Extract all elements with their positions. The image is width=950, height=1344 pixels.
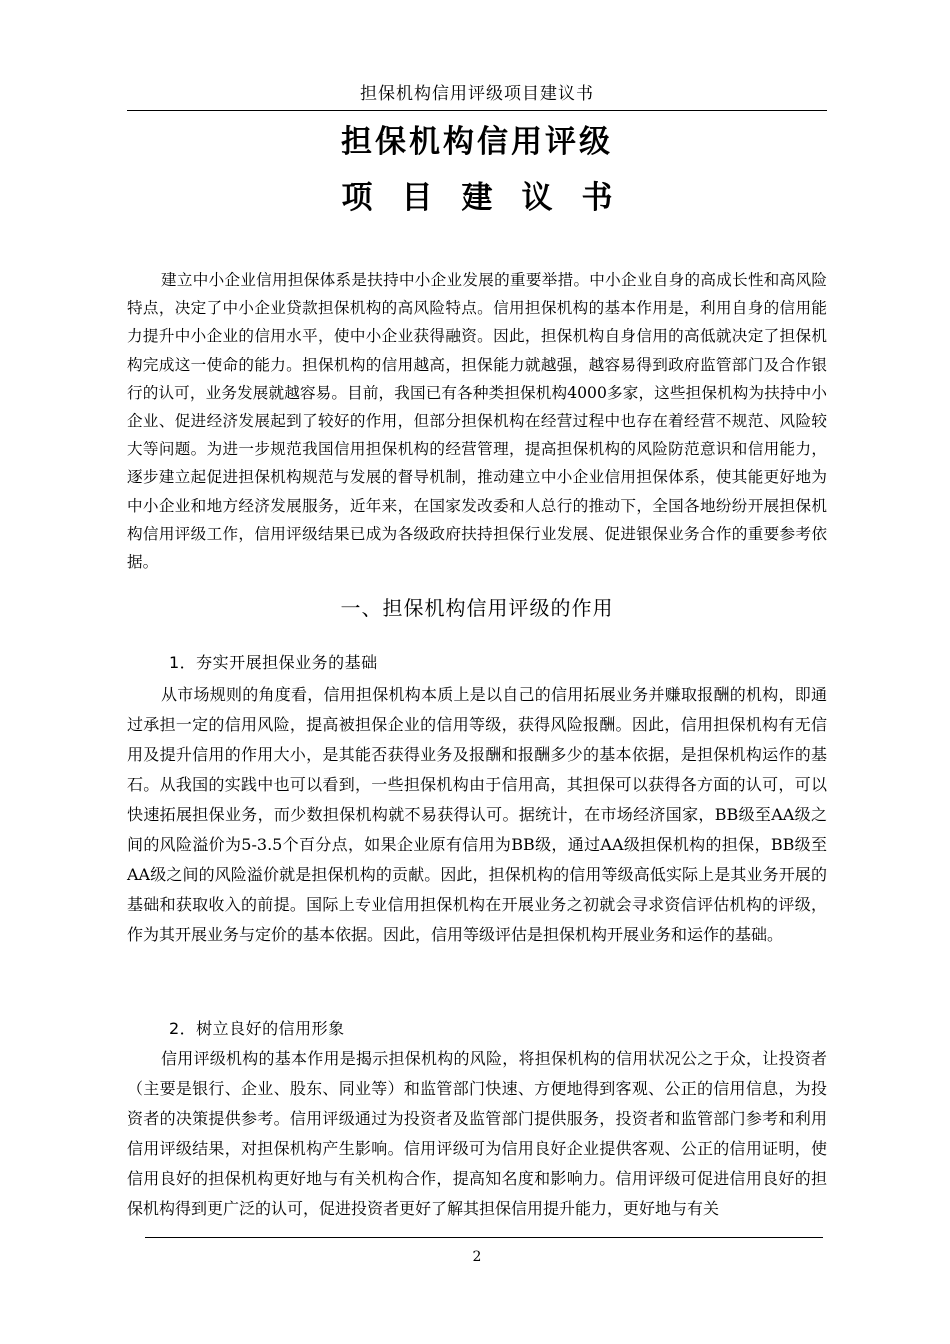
- footer-rule: [145, 1237, 823, 1238]
- intro-paragraph: 建立中小企业信用担保体系是扶持中小企业发展的重要举措。中小企业自身的高成长性和高风险特点，决定了中小企业贷款担保机构的高风险特点。信用担保机构的基本作用是，利用自身的信用能力提升中小企业的信用水平，使中小企业获得融资。因此，担保机构自身信用的高低就决定了担保机构完成这一使命的能力。担保机构的信用越高，担保能力就越强，越容易得到政府监管部门及合作银行的认可，业务发展就越容易。目前，我国已有各种类担保机构4000多家，这些担保机构为扶持中小企业、促进经济发展起到了较好的作用，但部分担保机构在经营过程中也存在着经营不规范、风险较大等问题。为进一步规范我国信用担保机构的经营管理，提高担保机构的风险防范意识和信用能力，逐步建立起促进担保机构规范与发展的督导机制，推动建立中小企业信用担保体系，使其能更好地为中小企业和地方经济发展服务，近年来，在国家发改委和人总行的推动下，全国各地纷纷开展担保机构信用评级工作，信用评级结果已成为各级政府扶持担保行业发展、促进银保业务合作的重要参考依据。: [127, 271, 827, 572]
- section-heading: 一、担保机构信用评级的作用: [340, 596, 614, 620]
- page-number: 2: [472, 1249, 482, 1265]
- subsection-heading-2: 2．树立良好的信用形象: [169, 1019, 345, 1038]
- document-subtitle: 项目建议书: [341, 180, 642, 216]
- header-rule: [127, 110, 827, 111]
- subsection-body-2: 信用评级机构的基本作用是揭示担保机构的风险，将担保机构的信用状况公之于众，让投资者（主要是银行、企业、股东、同业等）和监管部门快速、方便地得到客观、公正的信用信息，为投资者的决策提供参考。信用评级通过为投资者及监管部门提供服务，投资者和监管部门参考和利用信用评级结果，对担保机构产生影响。信用评级可为信用良好企业提供客观、公正的信用证明，使信用良好的担保机构更好地与有关机构合作，提高知名度和影响力。信用评级可促进信用良好的担保机构得到更广泛的认可，促进投资者更好了解其担保信用提升能力，更好地与有关: [127, 1049, 827, 1218]
- running-header: 担保机构信用评级项目建议书: [360, 84, 594, 104]
- subsection-heading-1: 1．夯实开展担保业务的基础: [169, 653, 378, 672]
- subsection-body-1: 从市场规则的角度看，信用担保机构本质上是以自己的信用拓展业务并赚取报酬的机构，即通过承担一定的信用风险，提高被担保企业的信用等级，获得风险报酬。因此，信用担保机构有无信用及提升信用的作用大小，是其能否获得业务及报酬和报酬多少的基本依据，是担保机构运作的基石。从我国的实践中也可以看到，一些担保机构由于信用高，其担保可以获得各方面的认可，可以快速拓展担保业务，而少数担保机构就不易获得认可。据统计，在市场经济国家，BB级至AA级之间的风险溢价为5-3.5个百分点，如果企业原有信用为BB级，通过AA级担保机构的担保，BB级至AA级之间的风险溢价就是担保机构的贡献。因此，担保机构的信用等级高低实际上是其业务开展的基础和获取收入的前提。国际上专业信用担保机构在开展业务之初就会寻求资信评估机构的评级，作为其开展业务与定价的基本依据。因此，信用等级评估是担保机构开展业务和运作的基础。: [127, 685, 827, 944]
- document-title: 担保机构信用评级: [341, 124, 613, 160]
